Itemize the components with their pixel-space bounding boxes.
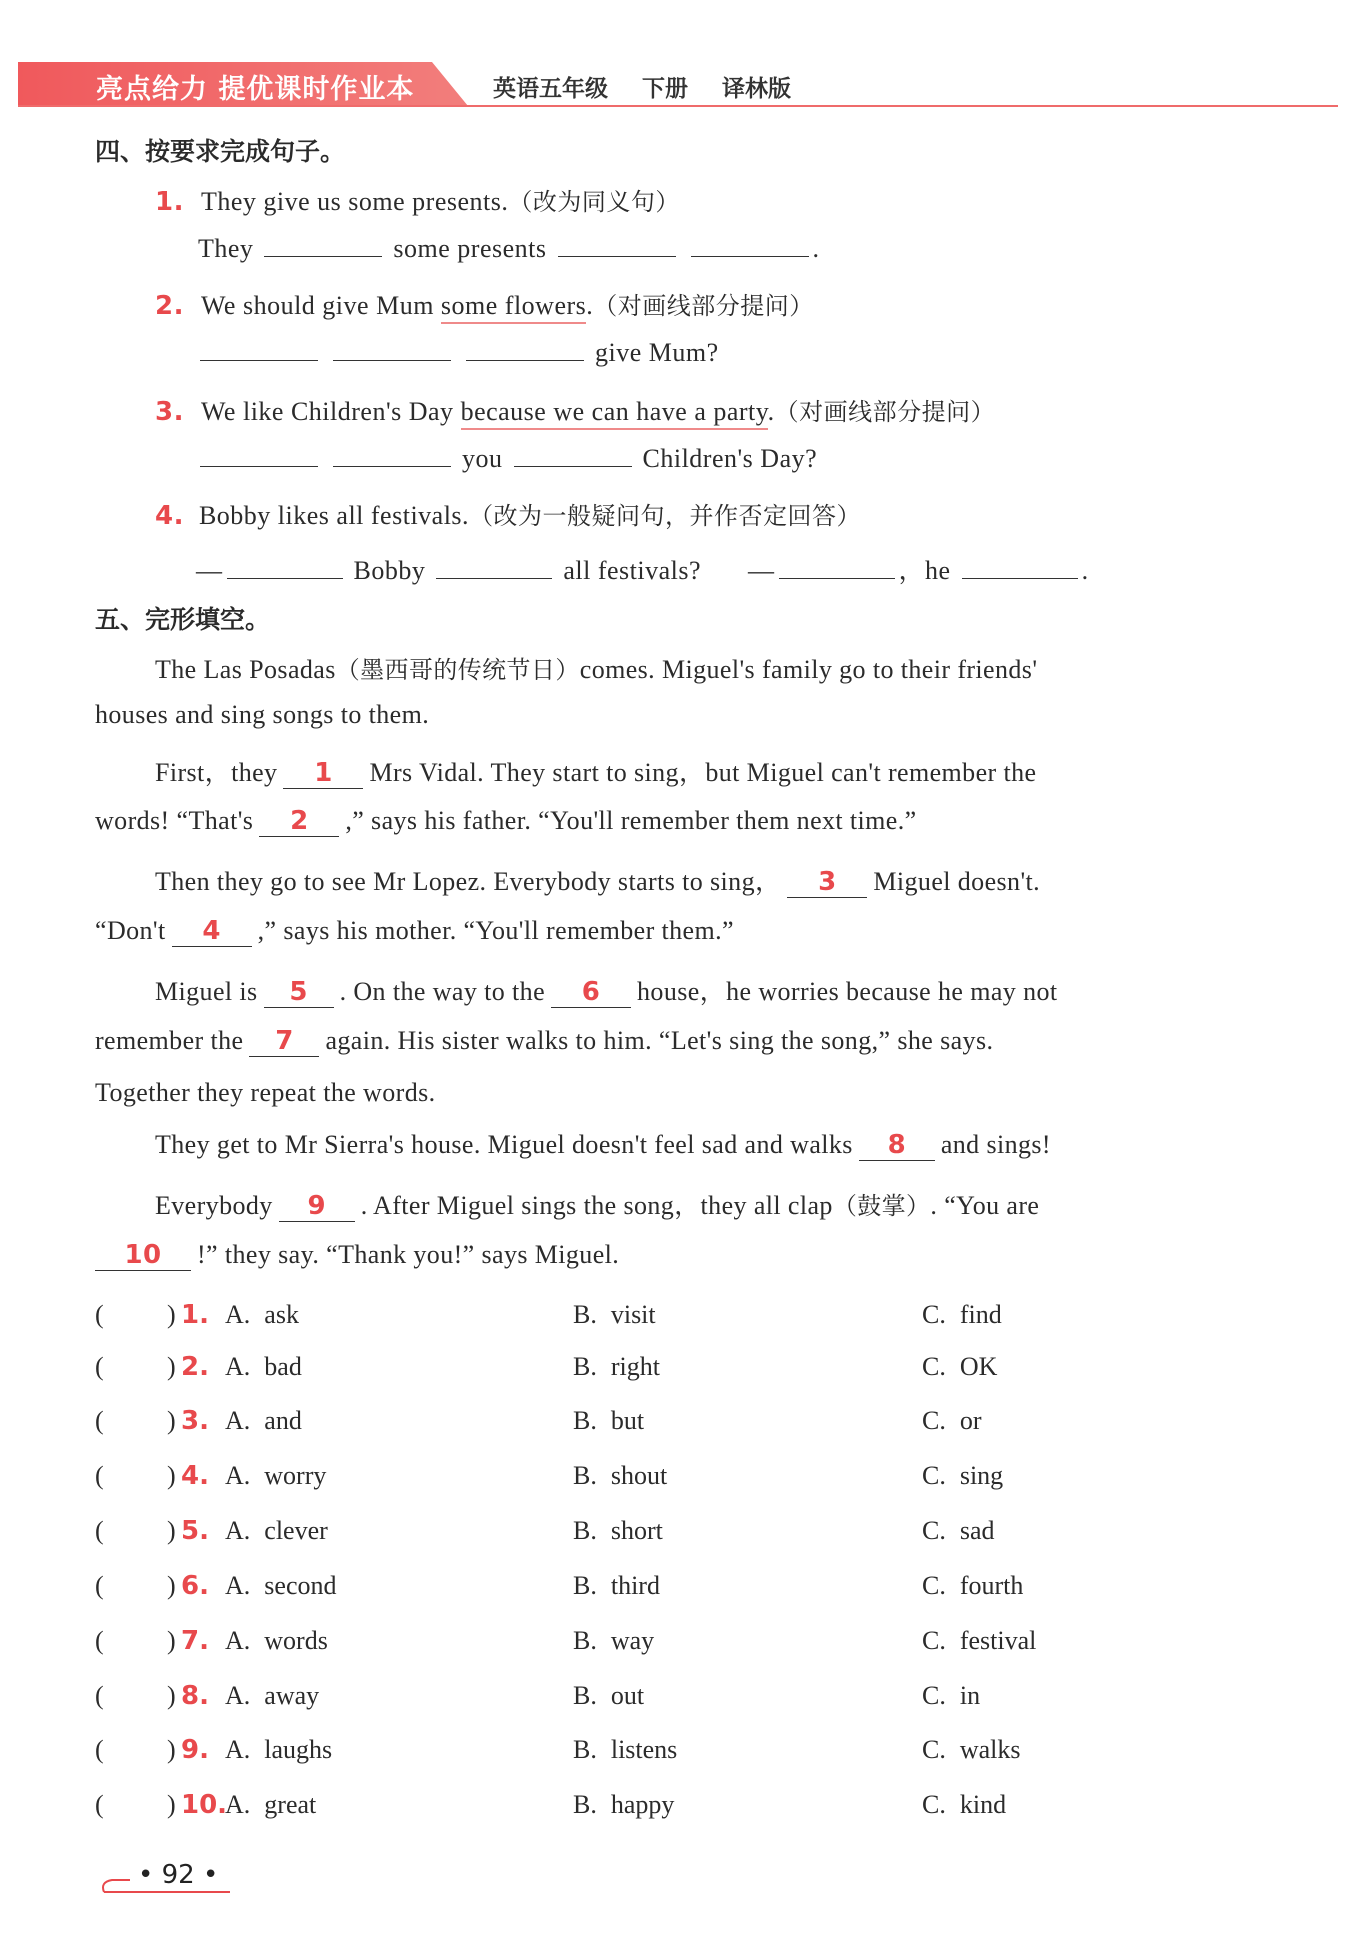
option-b[interactable] <box>573 1626 654 1656</box>
option-a-text: and <box>264 1406 302 1435</box>
option-a[interactable] <box>225 1406 302 1436</box>
passage-line-10 <box>155 1130 1051 1161</box>
option-a[interactable] <box>225 1300 299 1330</box>
option-letter-b: B. <box>573 1735 597 1764</box>
q3-post: . <box>767 397 775 426</box>
option-letter-c: C. <box>922 1681 946 1710</box>
option-b[interactable] <box>573 1735 677 1765</box>
p5-a: They get to Mr Sierra's house. Miguel doesn't feel sad and walks <box>155 1130 853 1159</box>
option-letter-c: C. <box>922 1352 946 1381</box>
option-letter-b: B. <box>573 1681 597 1710</box>
passage-line-3 <box>155 752 1036 789</box>
option-letter-a: A. <box>225 1461 251 1490</box>
option-letter-c: C. <box>922 1735 946 1764</box>
option-a[interactable] <box>225 1571 336 1601</box>
option-c[interactable] <box>922 1571 1023 1601</box>
q3-underlined: because we can have a party <box>461 397 768 430</box>
q3-answer-line <box>196 444 817 474</box>
option-c-text: or <box>959 1406 982 1435</box>
volume-label: 下册 <box>642 76 689 102</box>
p2-b: Mrs Vidal. They start to sing，but Miguel can't remember the <box>369 758 1037 787</box>
answer-paren-close: ) <box>167 1406 176 1435</box>
q3-ans-you: you <box>462 444 503 473</box>
q1-blank-1[interactable] <box>264 234 382 257</box>
option-a-text: bad <box>264 1352 302 1381</box>
q4-dash-1: — <box>196 556 223 585</box>
option-a[interactable] <box>225 1790 316 1820</box>
q2-hint: （对画线部分提问） <box>593 292 814 320</box>
option-letter-a: A. <box>225 1300 251 1329</box>
answer-paren-close: ) <box>167 1735 176 1764</box>
option-a-text: great <box>264 1790 317 1819</box>
cloze-blank-2[interactable]: 2 <box>259 806 339 837</box>
cloze-blank-1[interactable]: 1 <box>283 758 363 789</box>
cloze-blank-6[interactable]: 6 <box>551 977 631 1008</box>
passage-line-2: houses and sing songs to them. <box>95 700 430 729</box>
answer-paren-open[interactable]: ( <box>95 1300 104 1329</box>
option-a-text: second <box>264 1571 337 1600</box>
option-c[interactable] <box>922 1681 980 1711</box>
option-number: 1. <box>181 1300 209 1330</box>
q3-blank-3[interactable] <box>514 444 632 467</box>
option-letter-b: B. <box>573 1626 597 1655</box>
q1-hint: （改为同义句） <box>508 188 680 216</box>
answer-paren-open[interactable]: ( <box>95 1790 104 1819</box>
option-letter-b: B. <box>573 1300 597 1329</box>
brand-title: 亮点给力 提优课时作业本 <box>96 74 415 105</box>
option-b-text: out <box>610 1681 645 1710</box>
p3-c: “Don't <box>95 916 166 945</box>
q4-blank-4[interactable] <box>962 556 1078 579</box>
header-divider <box>18 105 1338 107</box>
option-a[interactable] <box>225 1461 326 1491</box>
q4-end: . <box>1081 556 1089 585</box>
option-c-text: find <box>959 1300 1002 1329</box>
answer-paren-open[interactable]: ( <box>95 1516 104 1545</box>
subject-label: 英语五年级 <box>493 76 608 102</box>
p2-a: First，they <box>155 758 278 787</box>
option-b-text: way <box>610 1626 655 1655</box>
q4-dash-2: — <box>748 556 775 585</box>
option-row <box>95 1352 1275 1388</box>
option-row <box>95 1681 1275 1717</box>
option-c-text: walks <box>959 1735 1021 1764</box>
q4-blank-2[interactable] <box>436 556 552 579</box>
option-row <box>95 1516 1275 1552</box>
q4-blank-3[interactable] <box>779 556 895 579</box>
q4-number: 4. <box>155 501 184 531</box>
passage-line-4 <box>95 806 917 837</box>
option-row <box>95 1461 1275 1497</box>
option-a[interactable] <box>225 1681 319 1711</box>
passage-line-7 <box>155 971 1058 1008</box>
q3-number: 3. <box>155 397 184 427</box>
option-row <box>95 1626 1275 1662</box>
q4-bobby: Bobby <box>353 556 426 585</box>
q4-blank-1[interactable] <box>227 556 343 579</box>
option-c-text: in <box>959 1681 981 1710</box>
option-a-text: laughs <box>264 1735 333 1764</box>
passage-line-8 <box>95 1026 993 1057</box>
p1-a: The Las Posadas <box>155 655 336 684</box>
option-letter-b: B. <box>573 1406 597 1435</box>
option-a-text: worry <box>264 1461 327 1490</box>
p6-b: . After Miguel sings the song，they all clap <box>360 1191 833 1220</box>
option-number: 3. <box>181 1406 209 1436</box>
option-b-text: short <box>610 1516 663 1545</box>
answer-paren-close: ) <box>167 1790 176 1819</box>
answer-paren-close: ) <box>167 1626 176 1655</box>
answer-paren-close: ) <box>167 1300 176 1329</box>
option-c[interactable] <box>922 1790 1006 1820</box>
answer-paren-open[interactable]: ( <box>95 1626 104 1655</box>
option-b[interactable] <box>573 1406 644 1436</box>
option-letter-b: B. <box>573 1571 597 1600</box>
option-letter-a: A. <box>225 1681 251 1710</box>
q1-answer-line <box>198 234 820 264</box>
option-letter-a: A. <box>225 1571 251 1600</box>
q2-prompt <box>155 286 814 321</box>
option-c[interactable] <box>922 1516 995 1546</box>
edition-label: 译林版 <box>722 76 792 102</box>
page-number: • 92 • <box>138 1860 219 1890</box>
option-c[interactable] <box>922 1352 997 1382</box>
answer-paren-open[interactable]: ( <box>95 1352 104 1381</box>
q3-blank-2[interactable] <box>333 444 451 467</box>
option-letter-b: B. <box>573 1516 597 1545</box>
p4-c: house，he worries because he may not <box>637 977 1058 1006</box>
q4-all-festivals: all festivals? <box>563 556 702 585</box>
option-row <box>95 1571 1275 1607</box>
q2-pre: We should give Mum <box>200 291 441 320</box>
option-letter-a: A. <box>225 1516 251 1545</box>
option-c-text: kind <box>959 1790 1007 1819</box>
option-c[interactable] <box>922 1300 1002 1330</box>
answer-paren-close: ) <box>167 1681 176 1710</box>
option-c[interactable] <box>922 1406 982 1436</box>
option-c-text: OK <box>959 1352 998 1381</box>
answer-paren-open[interactable]: ( <box>95 1461 104 1490</box>
p2-c: words! “That's <box>95 806 254 835</box>
q1-blank-2[interactable] <box>558 234 676 257</box>
q1-text: They give us some presents. <box>200 187 509 216</box>
option-c-text: sing <box>959 1461 1004 1490</box>
option-number: 4. <box>181 1461 209 1491</box>
option-letter-b: B. <box>573 1790 597 1819</box>
q1-ans-presents: some presents <box>393 234 547 263</box>
passage-line-1 <box>155 650 1265 685</box>
option-number: 7. <box>181 1626 209 1656</box>
q3-ans-tail: Children's Day? <box>642 444 818 473</box>
option-b-text: listens <box>610 1735 678 1764</box>
cloze-blank-5[interactable]: 5 <box>264 977 334 1008</box>
option-letter-c: C. <box>922 1790 946 1819</box>
option-c-text: fourth <box>959 1571 1024 1600</box>
cloze-blank-7[interactable]: 7 <box>249 1026 319 1057</box>
book-info <box>493 70 817 103</box>
p6-c: . “You are <box>930 1191 1040 1220</box>
section4-title: 四、按要求完成句子。 <box>95 137 346 166</box>
option-letter-c: C. <box>922 1516 946 1545</box>
q1-prompt <box>155 182 680 217</box>
q2-underlined: some flowers <box>441 291 586 324</box>
p6-cn: （鼓掌） <box>832 1192 931 1220</box>
option-a-text: clever <box>264 1516 328 1545</box>
p3-b: Miguel doesn't. <box>873 867 1041 896</box>
option-row <box>95 1406 1275 1442</box>
passage-line-11 <box>155 1185 1039 1222</box>
option-b[interactable] <box>573 1352 660 1382</box>
option-b[interactable] <box>573 1516 663 1546</box>
option-c[interactable] <box>922 1626 1036 1656</box>
option-a[interactable] <box>225 1735 332 1765</box>
answer-paren-open[interactable]: ( <box>95 1681 104 1710</box>
option-letter-c: C. <box>922 1300 946 1329</box>
option-b[interactable] <box>573 1300 656 1330</box>
section5-title: 五、完形填空。 <box>95 605 271 634</box>
option-letter-a: A. <box>225 1626 251 1655</box>
p5-b: and sings! <box>940 1130 1051 1159</box>
q1-ans-they: They <box>198 234 254 263</box>
option-a[interactable] <box>225 1352 302 1382</box>
p4-a: Miguel is <box>155 977 258 1006</box>
option-a-text: words <box>264 1626 328 1655</box>
q2-blank-3[interactable] <box>466 338 584 361</box>
answer-paren-open[interactable]: ( <box>95 1735 104 1764</box>
q1-number: 1. <box>155 187 184 217</box>
passage-line-6 <box>95 916 734 947</box>
cloze-blank-10[interactable]: 10 <box>95 1240 191 1271</box>
q2-blank-1[interactable] <box>200 338 318 361</box>
q3-pre: We like Children's Day <box>200 397 461 426</box>
p2-d: ,” says his father. “You'll remember them next time.” <box>345 806 917 835</box>
option-letter-a: A. <box>225 1406 251 1435</box>
p4-d: remember the <box>95 1026 244 1055</box>
option-number: 6. <box>181 1571 209 1601</box>
option-number: 9. <box>181 1735 209 1765</box>
q2-answer-line <box>196 338 719 368</box>
option-b-text: shout <box>610 1461 668 1490</box>
cloze-blank-4[interactable]: 4 <box>172 916 252 947</box>
option-a[interactable] <box>225 1516 328 1546</box>
option-a-text: ask <box>264 1300 299 1329</box>
p3-a: Then they go to see Mr Lopez. Everybody starts to sing， <box>155 867 782 896</box>
option-b-text: but <box>610 1406 645 1435</box>
q1-blank-3[interactable] <box>691 234 809 257</box>
option-b[interactable] <box>573 1790 674 1820</box>
page-header <box>18 62 1338 108</box>
option-letter-a: A. <box>225 1790 251 1819</box>
option-letter-b: B. <box>573 1461 597 1490</box>
option-c[interactable] <box>922 1461 1003 1491</box>
p1-cn: （墨西哥的传统节日） <box>335 656 580 684</box>
option-row <box>95 1790 1275 1826</box>
cloze-blank-8[interactable]: 8 <box>859 1130 935 1161</box>
q4-prompt <box>155 496 861 531</box>
option-a-text: away <box>264 1681 320 1710</box>
option-number: 8. <box>181 1681 209 1711</box>
p3-d: ,” says his mother. “You'll remember them.” <box>257 916 734 945</box>
page-footer <box>100 1860 235 1900</box>
option-row <box>95 1735 1275 1771</box>
cloze-blank-9[interactable]: 9 <box>279 1191 355 1222</box>
answer-paren-open[interactable]: ( <box>95 1571 104 1600</box>
q4-hint: （改为一般疑问句，并作否定回答） <box>469 502 862 530</box>
p4-b: . On the way to the <box>339 977 546 1006</box>
option-row <box>95 1300 1275 1336</box>
option-letter-a: A. <box>225 1352 251 1381</box>
q3-blank-1[interactable] <box>200 444 318 467</box>
answer-paren-close: ) <box>167 1571 176 1600</box>
option-b-text: happy <box>610 1790 675 1819</box>
q2-number: 2. <box>155 291 184 321</box>
option-number: 5. <box>181 1516 209 1546</box>
option-letter-a: A. <box>225 1735 251 1764</box>
q3-prompt <box>155 392 995 427</box>
option-b-text: third <box>610 1571 660 1600</box>
option-number: 2. <box>181 1352 209 1382</box>
q4-text: Bobby likes all festivals. <box>198 501 470 530</box>
option-b[interactable] <box>573 1571 660 1601</box>
p6-a: Everybody <box>155 1191 273 1220</box>
q2-ans-tail: give Mum? <box>595 338 719 367</box>
option-letter-c: C. <box>922 1571 946 1600</box>
q2-blank-2[interactable] <box>333 338 451 361</box>
option-c[interactable] <box>922 1735 1021 1765</box>
cloze-blank-3[interactable]: 3 <box>787 867 867 898</box>
answer-paren-close: ) <box>167 1461 176 1490</box>
answer-paren-close: ) <box>167 1516 176 1545</box>
option-b-text: right <box>610 1352 660 1381</box>
option-c-text: sad <box>959 1516 995 1545</box>
answer-paren-open[interactable]: ( <box>95 1406 104 1435</box>
option-b-text: visit <box>610 1300 656 1329</box>
option-a[interactable] <box>225 1626 328 1656</box>
q4-comma-he: ，he <box>898 556 951 585</box>
option-letter-c: C. <box>922 1626 946 1655</box>
option-b[interactable] <box>573 1681 644 1711</box>
passage-line-5 <box>155 861 1040 898</box>
option-b[interactable] <box>573 1461 667 1491</box>
option-letter-c: C. <box>922 1461 946 1490</box>
option-letter-b: B. <box>573 1352 597 1381</box>
q1-ans-end: . <box>812 234 820 263</box>
q3-hint: （对画线部分提问） <box>774 398 996 426</box>
p6-d: !” they say. “Thank you!” says Miguel. <box>197 1240 620 1269</box>
option-letter-c: C. <box>922 1406 946 1435</box>
option-number: 10. <box>181 1790 228 1820</box>
passage-line-9: Together they repeat the words. <box>95 1078 436 1107</box>
p1-b: comes. Miguel's family go to their friends' <box>579 655 1038 684</box>
q2-post: . <box>586 291 594 320</box>
p4-e: again. His sister walks to him. “Let's sing the song,” she says. <box>325 1026 994 1055</box>
answer-paren-close: ) <box>167 1352 176 1381</box>
option-c-text: festival <box>959 1626 1037 1655</box>
passage-line-12 <box>95 1240 619 1271</box>
q4-answer-line <box>196 550 1089 587</box>
